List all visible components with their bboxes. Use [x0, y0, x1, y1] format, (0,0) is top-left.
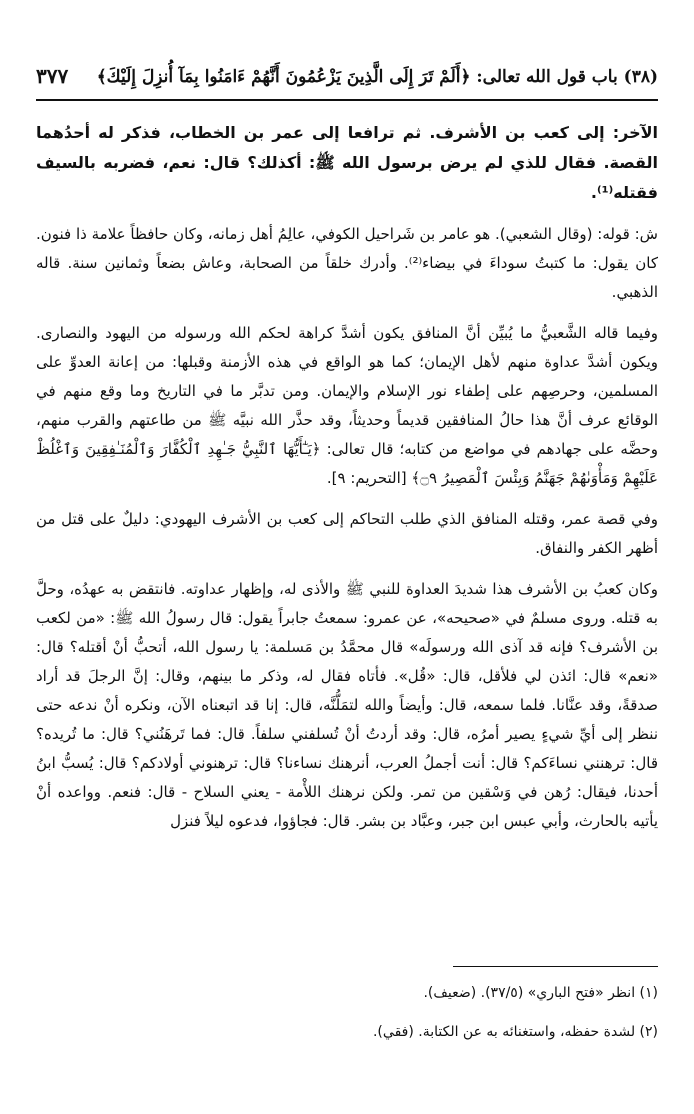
page-number: ٣٧٧: [36, 64, 69, 88]
paragraph: ش: قوله: (وقال الشعبي). هو عامر بن شَراحيل الكوفي، عالِمُ أهل زمانه، وكان حافظاً علامة ذا فنون. كان يقول: ما كتبتُ سوداءَ في بيضاء⁽²⁾. وأدرك خلقاً من الصحابة، وعاش بضعاً وثمانين سنة. قاله الذهبي.: [36, 225, 659, 301]
chapter-title: (٣٨) باب قول الله تعالى: ﴿أَلَمْ تَرَ إِلَى الَّذِينَ يَزْعُمُونَ أَنَّهُمْ ءَامَنُوا بِمَآ أُنزِلَ إِلَيْكَ﴾: [96, 66, 658, 87]
paragraph: وفيما قاله الشَّعبيُّ ما يُبيِّن أنَّ المنافق يكون أشدَّ كراهة لحكم الله ورسوله من اليهود والنصارى. ويكون أشدَّ عداوة منهم لأهل الإيمان؛ كما هو الواقع في هذه الأزمنة وقبلها: من إعانة العدوِّ على المسلمين، وحرصِهم على إطفاء نور الإسلام والإيمان. ومن تدبَّر ما في التاريخ وما وقع منهم في الوقائع عرف أنَّ هذا حالُ المنافقين قديماً وحديثاً، وقد حذَّر الله نبيَّه ﷺ من طاعتهم والقرب منهم، وحضَّه على جهادهم في مواضع من كتابه؛ قال تعالى: ﴿يَـٰٓأَيُّهَا ٱلنَّبِيُّ جَـٰهِدِ ٱلْكُفَّارَ وَٱلْمُنَـٰفِقِينَ وَٱغْلُظْ عَلَيْهِمْ وَمَأْوَىٰهُمْ جَهَنَّمُ وَبِئْسَ ٱلْمَصِيرُ ۝٩﴾ [التحريم: ٩].: [36, 324, 658, 487]
main-text: [36, 118, 658, 848]
paragraph: الآخر: إلى كعب بن الأشرف. ثم ترافعا إلى عمر بن الخطاب، فذكر له أحدُهما القصة. فقال للذي لم يرض برسول الله ﷺ: أكذلك؟ قال: نعم، فضربه بالسيف فقتله⁽¹⁾.: [36, 123, 658, 202]
footnote: (٢) لشدة حفظه، واستغنائه به عن الكتابة. (فقي).: [372, 1024, 658, 1040]
page-header: [36, 58, 658, 94]
header-rule: [36, 99, 658, 101]
footnote: (١) انظر «فتح الباري» (٣٧/٥). (ضعيف).: [423, 985, 658, 1001]
footnotes: [36, 980, 658, 1058]
footnote-separator: [453, 966, 658, 967]
paragraph: وكان كعبُ بن الأشرف هذا شديدَ العداوة للنبي ﷺ والأذى له، وإظهار عداوته. فانتقض به عهدُه، وحلَّ به قتله. وروى مسلمٌ في «صحيحه»، عن عمرو: سمعتُ جابراً يقول: قال رسولُ الله ﷺ: «من لكعب بن الأشرف؟ فإنه قد آذى الله ورسولَه» قال محمَّدُ بن مَسلمة: يا رسول الله، أتحبُّ أنْ أقتله؟ قال: «نعم» قال: ائذن لي فلأقل، قال: «قُل». فأتاه فقال له، وذكر ما بينهم، وقال: إنَّ الرجلَ قد أراد صدقةً، وقد عنَّانا. فلما سمعه، قال: وأيضاً والله لتمَلُّنَّه، قال: إنا قد اتبعناه الآن، ونكره أنْ ندعه حتى ننظر إلى أيِّ شيءٍ يصير أمرُه، قال: وقد أردتُ أنْ تُسلفني سلفاً. قال: فما تَرهَنُني؟ قال: ما تُريده؟ قال: ترهنني نساءَكم؟ قال: أنت أجملُ العرب، أنرهنك نساءنا؟ قال: ترهنوني أولادكم؟ قال: يُسبُّ ابنُ أحدنا، فيقال: رُهن في وَسْقين من تمر. ولكن نرهنك اللأْمة - يعني السلاح - قال: فنعم. وواعده أنْ يأتيه بالحارث، وأبي عبس ابن جبر، وعبَّاد بن بشر. قال: فجاؤوا، فدعوه ليلاً فنزل: [36, 580, 658, 830]
paragraph: وفي قصة عمر، وقتله المنافق الذي طلب التحاكم إلى كعب بن الأشرف اليهودي: دليلٌ على قتل من أظهر الكفر والنفاق.: [36, 510, 658, 557]
